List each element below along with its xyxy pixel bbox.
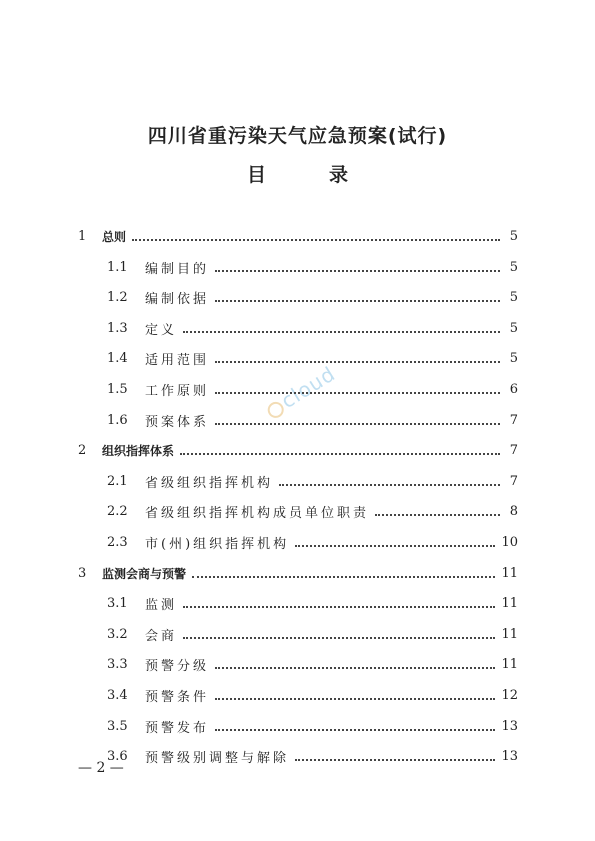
toc-entry[interactable] xyxy=(107,501,518,521)
toc-dot-leader xyxy=(215,666,495,669)
toc-entry-page: 7 xyxy=(509,473,518,489)
toc-dot-leader xyxy=(183,605,495,608)
toc-entry-label: 组织指挥体系 xyxy=(102,443,175,458)
toc-dot-leader xyxy=(215,360,500,363)
toc-entry[interactable] xyxy=(107,257,518,277)
toc-entry-page: 7 xyxy=(509,412,518,428)
toc-entry[interactable] xyxy=(107,716,518,736)
toc-dot-leader xyxy=(215,269,500,272)
toc-entry-page: 10 xyxy=(501,534,518,550)
toc-entry[interactable] xyxy=(107,624,518,644)
page-number: — 2 — xyxy=(78,760,124,776)
toc-entry-number: 2.3 xyxy=(107,534,128,550)
toc-entry-page: 5 xyxy=(509,320,518,336)
toc-entry-page: 5 xyxy=(509,228,518,244)
toc-entry[interactable] xyxy=(107,654,518,674)
toc-entry-label: 预警级别调整与解除 xyxy=(145,750,290,766)
toc-entry-label: 省级组织指挥机构 xyxy=(145,475,274,491)
toc-entry-page: 5 xyxy=(509,289,518,305)
toc-entry-number: 3.1 xyxy=(107,595,128,611)
toc-entry-number: 3.2 xyxy=(107,626,128,642)
toc-entry[interactable] xyxy=(107,410,518,430)
toc-entry-label: 监测 xyxy=(145,597,178,613)
toc-entry-number: 1.5 xyxy=(107,381,128,397)
toc-entry-number: 1.1 xyxy=(107,259,128,275)
toc-entry[interactable] xyxy=(78,226,518,246)
toc-entry[interactable] xyxy=(78,440,518,460)
toc-entry-number: 2.2 xyxy=(107,503,128,519)
toc-heading: 目 录 xyxy=(246,164,370,186)
toc-entry-number: 3 xyxy=(78,565,87,581)
toc-entry-label: 编制目的 xyxy=(145,261,210,277)
toc-entry-page: 13 xyxy=(501,748,518,764)
toc-entry[interactable] xyxy=(107,685,518,705)
toc-entry-label: 工作原则 xyxy=(145,383,210,399)
toc-entry-label: 编制依据 xyxy=(145,291,210,307)
toc-dot-leader xyxy=(180,452,500,455)
toc-entry-label: 适用范围 xyxy=(145,352,210,368)
toc-entry-label: 会商 xyxy=(145,628,178,644)
toc-entry[interactable] xyxy=(107,379,518,399)
toc-dot-leader xyxy=(295,544,495,547)
toc-entry[interactable] xyxy=(78,563,518,583)
toc-entry-number: 1 xyxy=(78,228,87,244)
toc-dot-leader xyxy=(215,697,495,700)
toc-entry-page: 6 xyxy=(509,381,518,397)
toc-entry-number: 2.1 xyxy=(107,473,128,489)
toc-entry-number: 1.4 xyxy=(107,350,128,366)
toc-entry-page: 7 xyxy=(509,442,518,458)
toc-entry-page: 11 xyxy=(501,595,518,611)
toc-entry-label: 预警分级 xyxy=(145,658,210,674)
toc-dot-leader xyxy=(215,422,500,425)
toc-entry-number: 3.3 xyxy=(107,656,128,672)
toc-entry-label: 市(州)组织指挥机构 xyxy=(145,536,290,552)
toc-dot-leader xyxy=(132,238,500,241)
document-title: 四川省重污染天气应急预案(试行) xyxy=(147,125,448,147)
toc-dot-leader xyxy=(215,728,495,731)
toc-entry-label: 定义 xyxy=(145,322,178,338)
toc-entry-page: 8 xyxy=(509,503,518,519)
toc-dot-leader xyxy=(215,299,500,302)
toc-entry-page: 12 xyxy=(501,687,518,703)
toc-entry-page: 13 xyxy=(501,718,518,734)
toc-entry[interactable] xyxy=(107,348,518,368)
toc-entry-page: 11 xyxy=(501,565,518,581)
toc-dot-leader xyxy=(295,758,495,761)
toc-entry-page: 11 xyxy=(501,626,518,642)
toc-entry-page: 11 xyxy=(501,656,518,672)
toc-entry[interactable] xyxy=(107,593,518,613)
toc-entry[interactable] xyxy=(107,287,518,307)
toc-entry-number: 1.3 xyxy=(107,320,128,336)
toc-entry[interactable] xyxy=(107,746,518,766)
toc-entry-label: 预警发布 xyxy=(145,720,210,736)
toc-entry-number: 1.2 xyxy=(107,289,128,305)
toc-entry-label: 省级组织指挥机构成员单位职责 xyxy=(145,505,370,521)
toc-entry-page: 5 xyxy=(509,259,518,275)
toc-entry-number: 3.6 xyxy=(107,748,128,764)
watermark-text: cloud xyxy=(276,361,340,414)
toc-entry-number: 3.4 xyxy=(107,687,128,703)
toc-entry-label: 监测会商与预警 xyxy=(102,566,187,581)
toc-dot-leader xyxy=(183,330,500,333)
toc-entry-label: 总则 xyxy=(102,229,127,244)
toc-entry-label: 预警条件 xyxy=(145,689,210,705)
toc-entry-page: 5 xyxy=(509,350,518,366)
toc-dot-leader xyxy=(375,513,500,516)
toc-entry[interactable] xyxy=(107,318,518,338)
toc-entry-number: 3.5 xyxy=(107,718,128,734)
toc-dot-leader xyxy=(192,575,495,578)
toc-entry-number: 2 xyxy=(78,442,87,458)
toc-entry-number: 1.6 xyxy=(107,412,128,428)
toc-entry[interactable] xyxy=(107,532,518,552)
toc-dot-leader xyxy=(279,483,500,486)
toc-dot-leader xyxy=(215,391,500,394)
toc-entry-label: 预案体系 xyxy=(145,414,210,430)
toc-entry[interactable] xyxy=(107,471,518,491)
toc-dot-leader xyxy=(183,636,495,639)
